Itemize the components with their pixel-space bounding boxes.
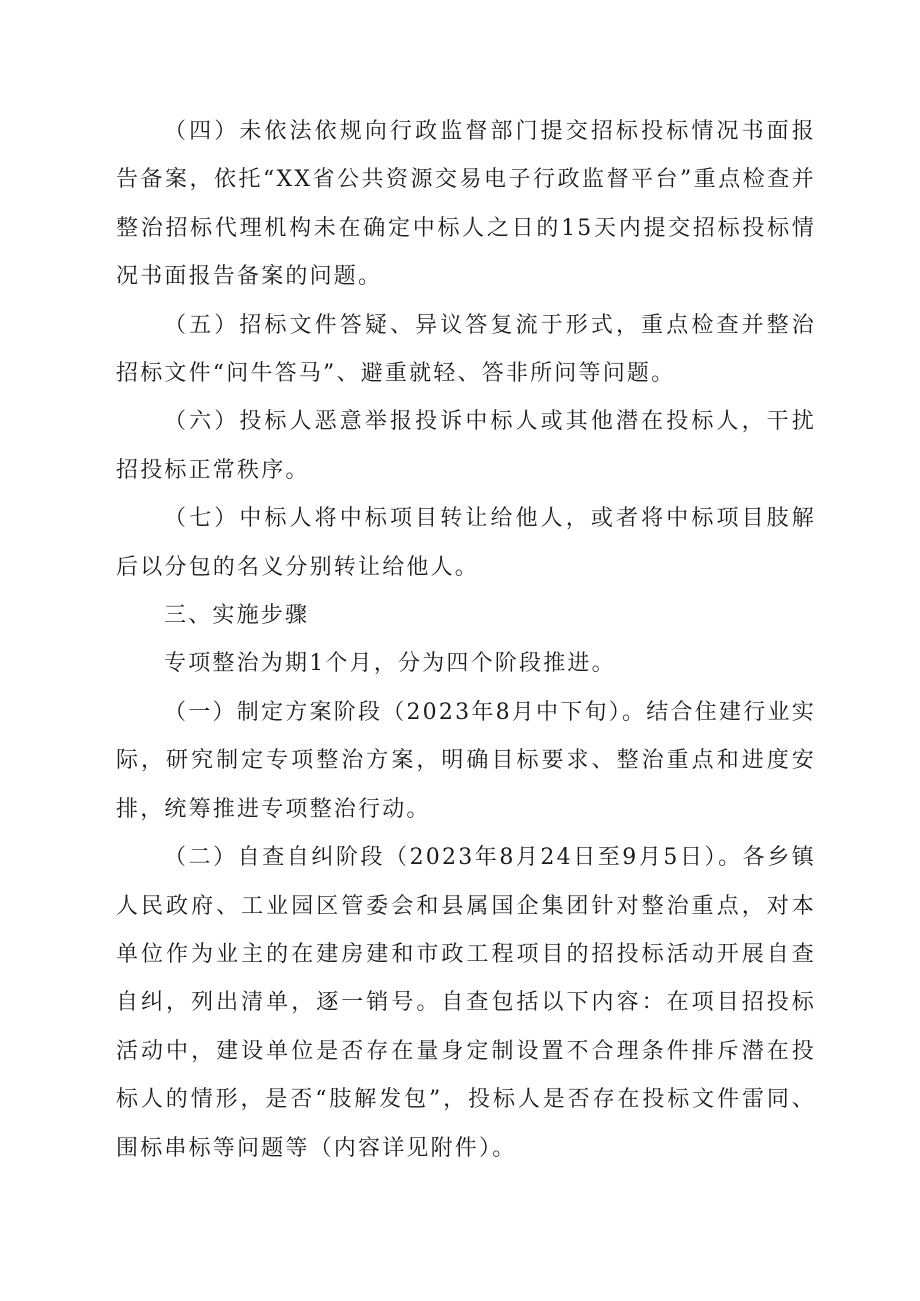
section-heading-implementation-steps: 三、实施步骤 [164,603,310,629]
paragraph-item-5: （五）招标文件答疑、异议答复流于形式，重点检查并整治招标文件“问牛答马”、避重就轻、答非所问等问题。 [116,312,816,387]
paragraph-item-6: （六）投标人恶意举报投诉中标人或其他潜在投标人，干扰招投标正常秩序。 [116,409,816,483]
paragraph-item-7: （七）中标人将中标项目转让给他人，或者将中标项目肢解后以分包的名义分别转让给他人。 [116,506,816,580]
document-body [116,108,816,1173]
paragraph-item-4: （四）未依法依规向行政监督部门提交招标投标情况书面报告备案，依托“XX省公共资源交易电子行政监督平台”重点检查并整治招标代理机构未在确定中标人之日的15天内提交招标投标情况书面报告备案的问题。 [116,119,816,290]
paragraph-overview: 专项整治为期1个月，分为四个阶段推进。 [164,651,616,677]
paragraph-stage-1: （一）制定方案阶段（2023年8月中下旬）。结合住建行业实际，研究制定专项整治方案，明确目标要求、整治重点和进度安排，统筹推进专项整治行动。 [116,699,816,822]
paragraph-stage-2: （二）自查自纠阶段（2023年8月24日至9月5日）。各乡镇人民政府、工业园区管委会和县属国企集团针对整治重点，对本单位作为业主的在建房建和市政工程项目的招投标活动开展自查自纠，列出清单，逐一销号。自查包括以下内容：在项目招投标活动中，建设单位是否存在量身定制设置不合理条件排斥潜在投标人的情形，是否“肢解发包”，投标人是否存在投标文件雷同、围标串标等问题等（内容详见附件）。 [116,845,816,1161]
